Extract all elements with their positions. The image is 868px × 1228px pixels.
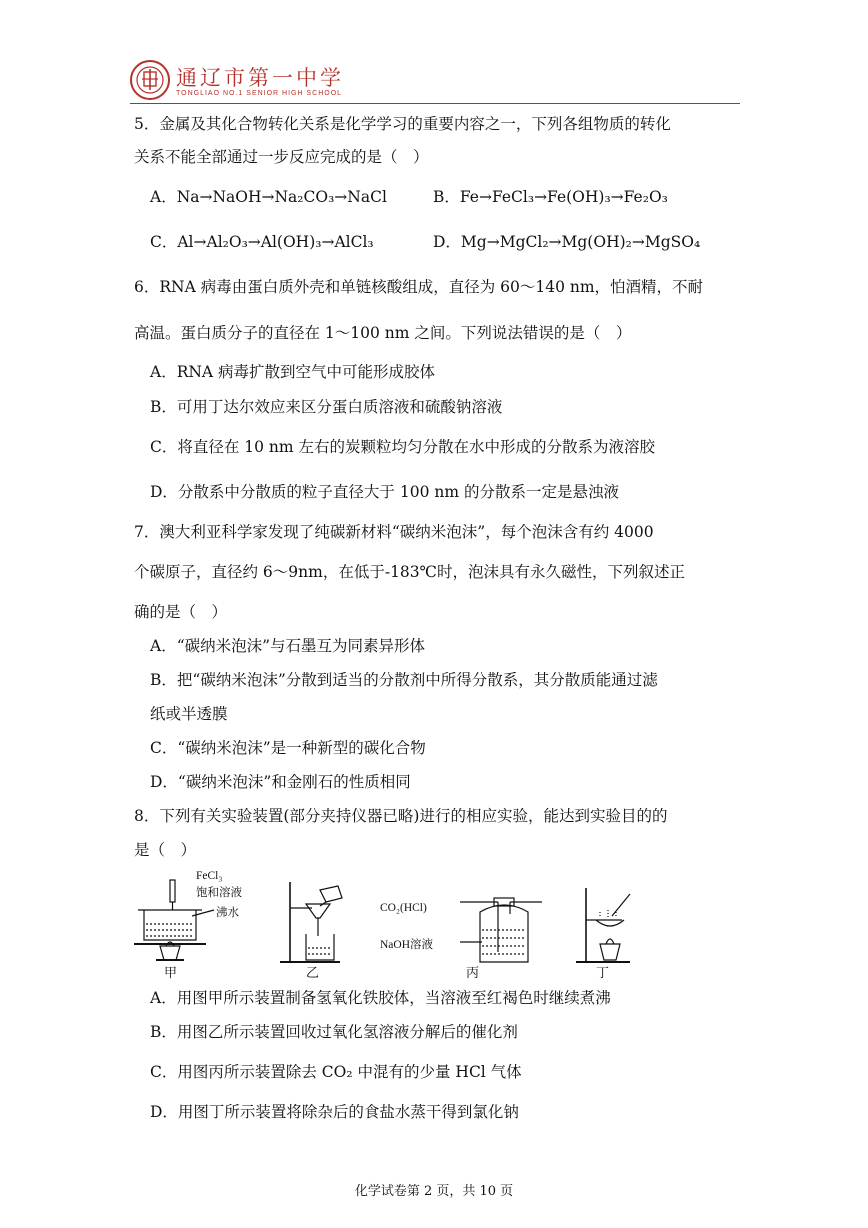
figure-jia-label: 甲 <box>164 966 178 981</box>
q6-stem-line2: 高温。蛋白质分子的直径在 1～100 nm 之间。下列说法错误的是（ ） <box>134 324 632 342</box>
apparatus-bing <box>460 898 542 962</box>
header-rule <box>130 103 740 104</box>
q8-option-b: B．用图乙所示装置回收过氧化氢溶液分解后的催化剂 <box>150 1023 518 1041</box>
school-logo <box>130 60 170 100</box>
school-name-en: TONGLIAO NO.1 SENIOR HIGH SCHOOL <box>176 90 343 97</box>
co2-hcl-label: CO₂(HCl) <box>380 902 427 914</box>
q7-option-b-line2: 纸或半透膜 <box>150 705 228 723</box>
q7-option-b-line1: B．把“碳纳米泡沫”分散到适当的分散剂中所得分散系，其分散质能通过滤 <box>150 671 658 689</box>
q5-stem-line2: 关系不能全部通过一步反应完成的是（ ） <box>134 148 429 166</box>
q7-stem-line1: 7．澳大利亚科学家发现了纯碳新材料“碳纳米泡沫”，每个泡沫含有约 4000 <box>134 523 654 541</box>
q7-option-c: C．“碳纳米泡沫”是一种新型的碳化合物 <box>150 739 426 757</box>
q8-stem-line2: 是（ ） <box>134 841 197 859</box>
q7-stem-line2: 个碳原子，直径约 6～9nm，在低于-183℃时，泡沫具有永久磁性，下列叙述正 <box>134 563 685 581</box>
q7-option-a: A．“碳纳米泡沫”与石墨互为同素异形体 <box>150 637 426 655</box>
apparatus-yi <box>280 882 342 962</box>
fecl3-label: FeCl₃ <box>196 870 223 882</box>
q6-option-d: D．分散系中分散质的粒子直径大于 100 nm 的分散系一定是悬浊液 <box>150 483 619 501</box>
q6-stem-line1: 6．RNA 病毒由蛋白质外壳和单链核酸组成，直径为 60～140 nm，怕酒精，不耐 <box>134 278 704 296</box>
boiling-water-label: 沸水 <box>216 907 239 919</box>
q6-option-a: A．RNA 病毒扩散到空气中可能形成胶体 <box>150 363 436 381</box>
q8-option-c: C．用图丙所示装置除去 CO₂ 中混有的少量 HCl 气体 <box>150 1063 522 1081</box>
school-emblem-icon <box>132 62 168 98</box>
page-footer: 化学试卷第 2 页，共 10 页 <box>354 1184 514 1199</box>
q8-stem-line1: 8．下列有关实验装置(部分夹持仪器已略)进行的相应实验，能达到实验目的的 <box>134 807 668 825</box>
q8-option-d: D．用图丁所示装置将除杂后的食盐水蒸干得到氯化钠 <box>150 1103 519 1121</box>
naoh-solution-label: NaOH溶液 <box>380 939 434 951</box>
saturated-solution-label: 饱和溶液 <box>196 887 242 899</box>
q5-option-a: A．Na→NaOH→Na₂CO₃→NaCl <box>150 188 387 206</box>
apparatus-figure <box>130 868 650 981</box>
q6-option-c: C．将直径在 10 nm 左右的炭颗粒均匀分散在水中形成的分散系为液溶胶 <box>150 438 656 456</box>
q7-option-d: D．“碳纳米泡沫”和金刚石的性质相同 <box>150 773 411 791</box>
q5-option-d: D．Mg→MgCl₂→Mg(OH)₂→MgSO₄ <box>433 233 701 251</box>
apparatus-ding <box>576 888 630 962</box>
figure-bing-label: 丙 <box>466 966 480 981</box>
q5-option-b: B．Fe→FeCl₃→Fe(OH)₃→Fe₂O₃ <box>433 188 668 206</box>
school-name: 通辽市第一中学 <box>176 66 344 90</box>
figure-ding-label: 丁 <box>596 966 610 981</box>
q5-option-c: C．Al→Al₂O₃→Al(OH)₃→AlCl₃ <box>150 233 374 251</box>
q8-option-a: A．用图甲所示装置制备氢氧化铁胶体，当溶液至红褐色时继续煮沸 <box>150 989 611 1007</box>
figure-yi-label: 乙 <box>306 966 320 981</box>
q7-stem-line3: 确的是（ ） <box>134 603 228 621</box>
q5-stem-line1: 5．金属及其化合物转化关系是化学学习的重要内容之一，下列各组物质的转化 <box>134 115 671 133</box>
q6-option-b: B．可用丁达尔效应来区分蛋白质溶液和硫酸钠溶液 <box>150 398 503 416</box>
